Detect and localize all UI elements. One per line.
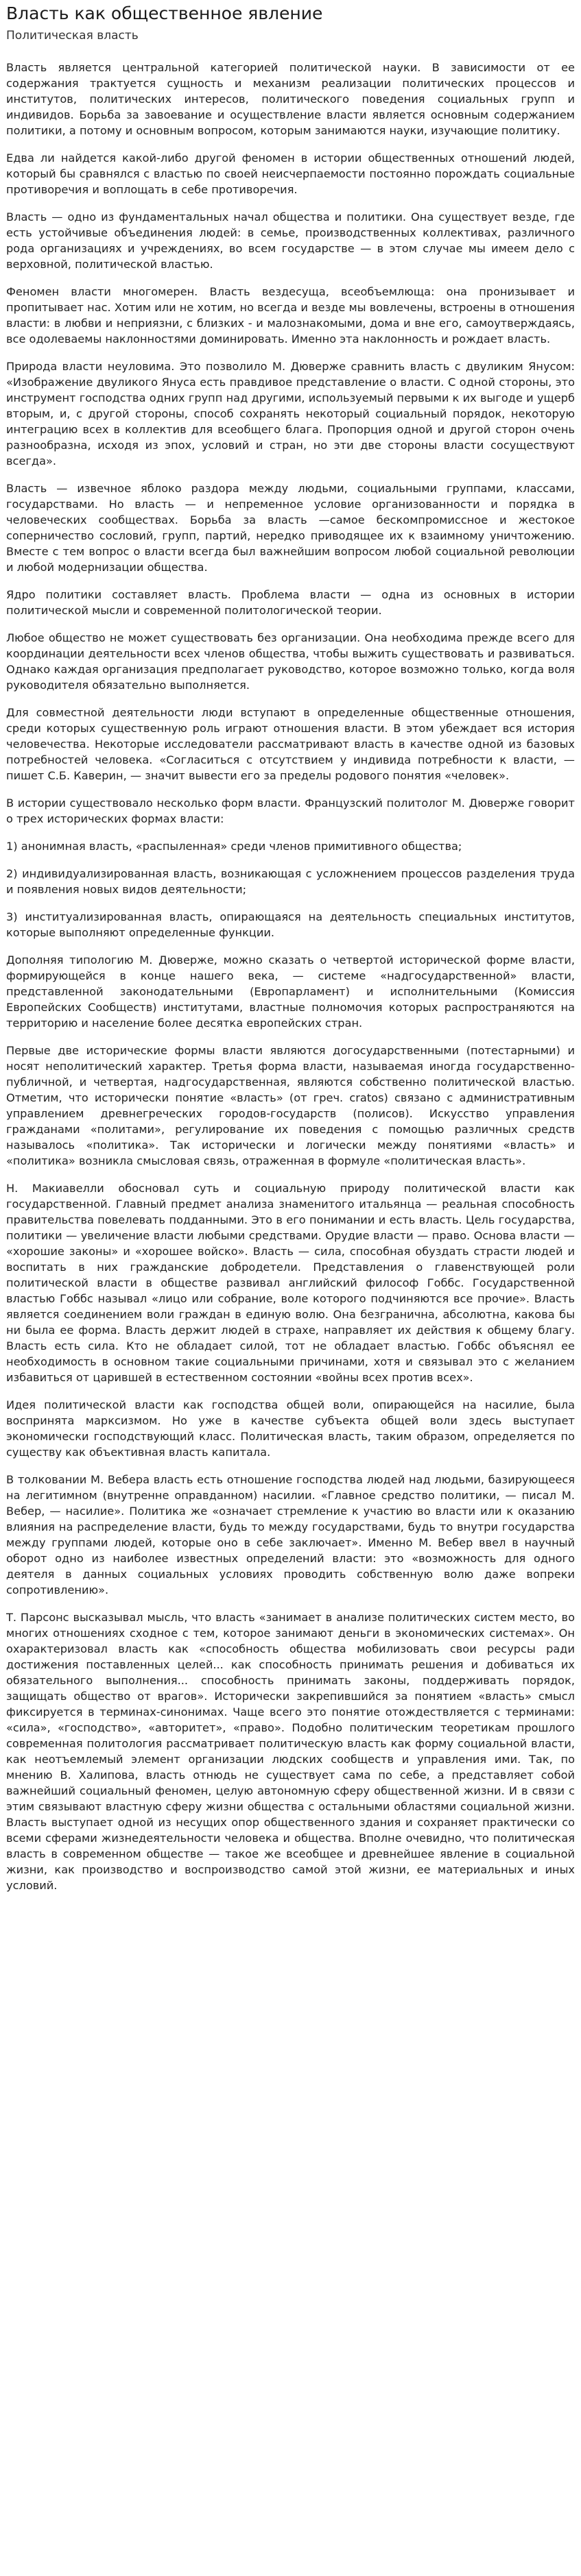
document-subtitle: Политическая власть — [6, 29, 139, 42]
paragraph: Любое общество не может существовать без организации. Она необходима прежде всего для координации деятельности всех членов общества, чтобы выжить существовать и развиваться. Однако каждая организация предполагает руководство, которое возможно только, когда воля руководителя обязательно выполняется. — [6, 631, 575, 692]
paragraph: Дополняя типологию М. Дюверже, можно сказать о четвертой исторической форме власти, формирующейся в конце нашего века, — системе «надгосударственной» власти, представленной законодательными (Европарламент) и исполнительными (Комиссия Европейских Сообществ) институтами, властные полномочия которых распространяются на территорию и население более десятка европейских стран. — [6, 953, 575, 1030]
paragraph: В истории существовало несколько форм власти. Французский политолог М. Дюверже говорит о трех исторических формах власти: — [6, 797, 575, 825]
paragraph: Феномен власти многомерен. Власть вездесуща, всеобъемлюща: она пронизывает и пропитывает нас. Хотим или не хотим, но всегда и везде мы вовлечены, встроены в отношения власти: в любви и неприязни, с близких - и малознакомыми, дома и вне его, самоутверждаясь, все одолеваемы наклонностями доминировать. Именно эта наклонность и рождает власть. — [6, 285, 575, 345]
paragraph: Власть — извечное яблоко раздора между людьми, социальными группами, классами, государствами. Но власть — и непременное условие организованности и порядка в человеческих сообществах. Борьба за власть —самое бескомпромиссное и жестокое соперничество сословий, групп, партий, нередко приводящее их к взаимному уничтожению. Вместе с тем вопрос о власти всегда был важнейшим вопросом любой социальной революции и любой модернизации общества. — [6, 482, 575, 574]
paragraph: Для совместной деятельности люди вступают в определенные общественные отношения, среди которых существенную роль играют отношения власти. В этом убеждает вся история человечества. Некоторые исследователи рассматривают власть в качестве одной из базовых потребностей человека. «Согласиться с отсутствием у индивида потребности к власти, — пишет С.Б. Каверин, — значит вывести его за пределы родового понятия «человек». — [6, 706, 575, 782]
paragraph: Едва ли найдется какой-либо другой феномен в истории общественных отношений людей, который бы сравнялся с властью по своей неисчерпаемости постоянно порождать социальные противоречия и воплощать в себе противоречия. — [6, 151, 575, 196]
paragraph: В толковании М. Вебера власть есть отношение господства людей над людьми, базирующееся на легитимном (внутренне оправданном) насилии. «Главное средство политики, — писал М. Вебер, — насилие». Политика же «означает стремление к участию во власти или к оказанию влияния на распределение власти, будь то между государствами, будь то внутри государства между группами людей, которые оно в себе заключает». Именно М. Вебер ввел в научный оборот одно из наиболее известных определений власти: это «возможность для одного деятеля в данных социальных условиях проводить собственную волю даже вопреки сопротивлению». — [6, 1473, 575, 1596]
paragraph: Власть — одно из фундаментальных начал общества и политики. Она существует везде, где есть устойчивые объединения людей: в семье, производственных коллективах, различного рода организациях и учреждениях, во всем государстве — в этом случае мы имеем дело с верховной, политической властью. — [6, 210, 575, 271]
article-body — [6, 60, 575, 1893]
paragraph: Первые две исторические формы власти являются догосударственными (потестарными) и носят неполитический характер. Третья форма власти, называемая иногда государственно-публичной, и четвертая, надгосударственная, являются собственно политической властью. Отметим, что исторически понятие «власть» (от греч. cratos) связано с административным управлением древнегреческих городов-государств (полисов). Искусство управления гражданами «политами», регулирование их поведения с помощью различных средств называлось «политика». Так исторически и логически между понятиями «власть» и «политика» возникла смысловая связь, отраженная в формуле «политическая власть». — [6, 1044, 575, 1167]
paragraph: 1) анонимная власть, «распыленная» среди членов примитивного общества; — [6, 840, 462, 853]
document-title: Власть как общественное явление — [6, 3, 323, 23]
paragraph: Н. Макиавелли обосновал суть и социальную природу политической власти как государственной. Главный предмет анализа знаменитого итальянца — реальная способность правительства повелевать подданными. Это в его понимании и есть власть. Цель государства, политики — увеличение власти любыми средствами. Орудие власти — право. Основа власти — «хорошие законы» и «хорошее войско». Власть — сила, способная обуздать страсти людей и воспитать в них гражданские добродетели. Представления о главенствующей роли политической власти в обществе развивал английский философ Гоббс. Государственной властью Гоббс называл «лицо или собрание, воле которого подчиняются все прочие». Власть является соединением воли граждан в единую волю. Она безгранична, абсолютна, какова бы ни была ее форма. Власть держит людей в страхе, направляет их действия к общему благу. Власть есть сила. Кто не обладает силой, тот не обладает властью. Гоббс объяснял ее необходимость в основном такие социальными причинами, хотя и связывал это с желанием избавиться от царившей в естественном состоянии «войны всех против всех». — [6, 1182, 575, 1384]
paragraph: 2) индивидуализированная власть, возникающая с усложнением процессов разделения труда и появления новых видов деятельности; — [6, 867, 575, 896]
paragraph: Природа власти неуловима. Это позволило М. Дюверже сравнить власть с двуликим Янусом: «Изображение двуликого Януса есть правдивое представление о власти. С одной стороны, это инструмент господства одних групп над другими, используемый первыми к их выгоде и ущерб вторым, и, с другой стороны, способ сохранять некоторый социальный порядок, некоторую интеграцию всех в коллектив для всеобщего блага. Пропорция одной и другой сторон очень разнообразна, исходя из эпох, условий и стран, но эти две стороны власти сосуществуют всегда». — [6, 360, 575, 467]
paragraph: Идея политической власти как господства общей воли, опирающейся на насилие, была воспринята марксизмом. Но уже в качестве субъекта общей воли здесь выступает экономически господствующий класс. Политическая власть, таким образом, определяется по существу как объективная власть капитала. — [6, 1398, 575, 1459]
paragraph: 3) институализированная власть, опирающаяся на деятельность специальных институтов, которые выполняют определенные функции. — [6, 910, 575, 939]
paragraph: Т. Парсонс высказывал мысль, что власть «занимает в анализе политических систем место, во многих отношениях сходное с тем, которое занимают деньги в экономических системах». Он охарактеризовал власть как «способность общества мобилизовать свои ресурсы ради достижения поставленных целей... как способность принимать решения и добиваться их обязательного выполнения... способность принимать законы, поддерживать порядок, защищать общество от врагов». Исторически закрепившийся за понятием «власть» смысл фиксируется в терминах-синонимах. Чаще всего это понятие отождествляется с терминами: «сила», «господство», «авторитет», «право». Подобно политическим теоретикам прошлого современная политология рассматривает политическую власть как форму социальной власти, как неотъемлемый элемент организации людских сообществ и управления ими. Так, по мнению В. Халипова, власть отнюдь не существует сама по себе, а представляет собой важнейший социальный феномен, целую автономную сферу общественной жизни. И в связи с этим связывают властную сферу жизни общества с остальными областями социальной жизни. Власть выступает одной из несущих опор общественного здания и сохраняет практически со всеми сферами жизнедеятельности человека и общества. Вполне очевидно, что политическая власть в современном обществе — такое же всеобщее и древнейшее явление в социальной жизни, как производство и воспроизводство самой этой жизни, ее материальных и иных условий. — [6, 1611, 575, 1892]
paragraph: Ядро политики составляет власть. Проблема власти — одна из основных в истории политической мысли и современной политологической теории. — [6, 588, 575, 617]
paragraph: Власть является центральной категорией политической науки. В зависимости от ее содержания трактуется сущность и механизм реализации политических процессов и институтов, политических интересов, политического поведения социальных групп и индивидов. Борьба за завоевание и осуществление власти является основным содержанием политики, а потому и основным вопросом, которым занимаются науки, изучающие политику. — [6, 61, 575, 137]
